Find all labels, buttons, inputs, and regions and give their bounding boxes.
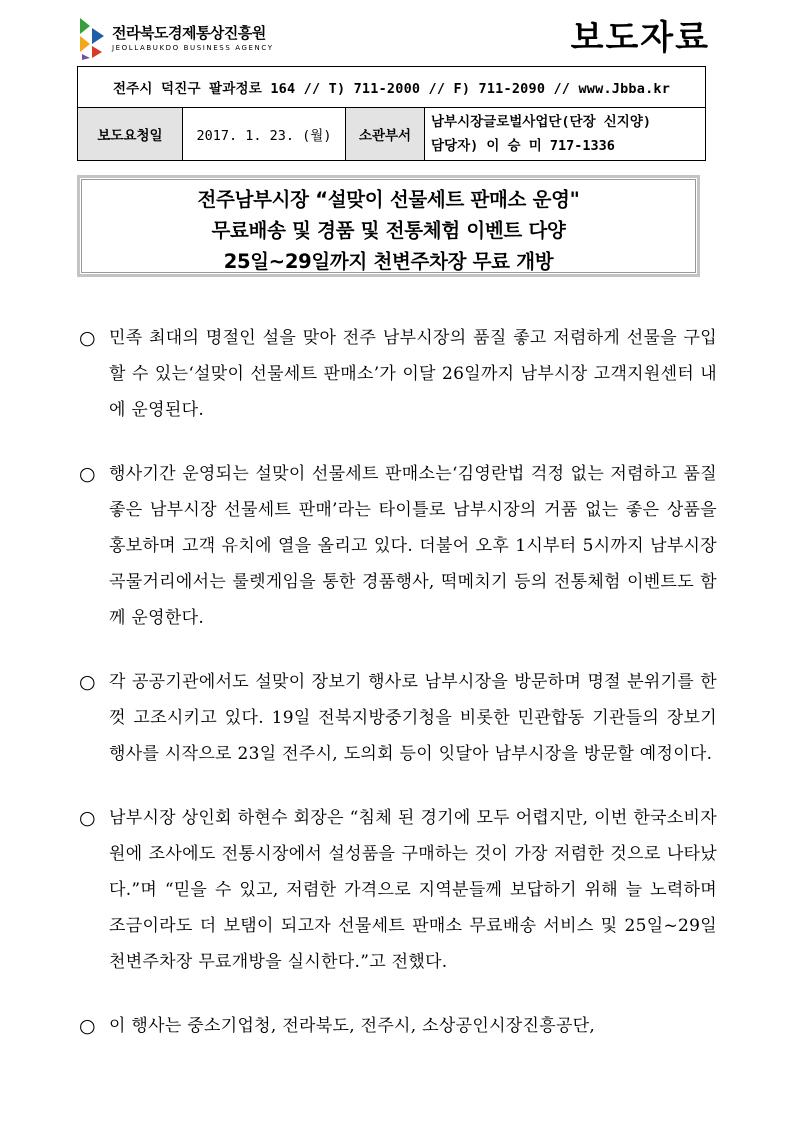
headline-line: 전주남부시장 “설맞이 선물세트 판매소 운영" bbox=[197, 188, 580, 211]
bullet-circle: ○ bbox=[79, 327, 96, 349]
request-date-label: 보도요청일 bbox=[78, 108, 183, 161]
org-logo-icon bbox=[78, 14, 106, 60]
paragraph bbox=[77, 664, 717, 772]
org-name-en: JEOLLABUKDO BUSINESS AGENCY bbox=[112, 44, 274, 52]
document-type-title: 보도자료 bbox=[570, 18, 710, 58]
department-label: 소관부서 bbox=[346, 108, 425, 161]
org-name: 전라북도경제통상진흥원 bbox=[112, 24, 266, 42]
article-body bbox=[77, 320, 717, 1072]
headline-box bbox=[77, 175, 700, 277]
paragraph-text: 남부시장 상인회 하현수 회장은 “침체 된 경기에 모두 어렵지만, 이번 한국소비자원에 조사에도 전통시장에서 설성품을 구매하는 것이 가장 저렴한 것으로 나타났다.”며 “믿을 수 있고, 저렴한 가격으로 지역분들께 보답하기 위해 늘 노력하며 조금이라도 더 보탬이 되고자 선물세트 판매소 무료배송 서비스 및 25일~29일 천변주차장 무료개방을 실시한다.”고 전했다. bbox=[109, 808, 717, 972]
org-logo bbox=[78, 14, 318, 64]
paragraph-text: 이 행사는 중소기업청, 전라북도, 전주시, 소상공인시장진흥공단, bbox=[109, 1016, 596, 1036]
bullet-circle: ○ bbox=[79, 463, 96, 485]
request-date: 2017. 1. 23. (월) bbox=[183, 108, 346, 161]
paragraph bbox=[77, 320, 717, 428]
contact-info: 전주시 덕진구 팔과정로 164 // T) 711-2000 // F) 711-2090 // www.Jbba.kr bbox=[78, 67, 706, 108]
bullet-circle: ○ bbox=[79, 1015, 96, 1037]
paragraph bbox=[77, 456, 717, 636]
bullet-circle: ○ bbox=[79, 807, 96, 829]
paragraph-text: 행사기간 운영되는 설맞이 선물세트 판매소는‘김영란법 걱정 없는 저렴하고 품질 좋은 남부시장 선물세트 판매’라는 타이틀로 남부시장의 거품 없는 좋은 상품을 홍보하며 고객 유치에 열을 올리고 있다. 더불어 오후 1시부터 5시까지 남부시장 곡물거리에서는 룰렛게임을 통한 경품행사, 떡메치기 등의 전통체험 이벤트도 함께 운영한다. bbox=[109, 464, 717, 628]
manager-contact: 담당자) 이 승 미 717-1336 bbox=[431, 138, 615, 154]
department-info bbox=[425, 108, 706, 161]
paragraph-text: 각 공공기관에서도 설맞이 장보기 행사로 남부시장을 방문하며 명절 분위기를 한껏 고조시키고 있다. 19일 전북지방중기청을 비롯한 민관합동 기관들의 장보기 행사를 시작으로 23일 전주시, 도의회 등이 잇달아 남부시장을 방문할 예정이다. bbox=[109, 672, 717, 764]
paragraph bbox=[77, 800, 717, 980]
paragraph-text: 민족 최대의 명절인 설을 맞아 전주 남부시장의 품질 좋고 저렴하게 선물을 구입할 수 있는‘설맞이 선물세트 판매소’가 이달 26일까지 남부시장 고객지원센터 내에 운영된다. bbox=[109, 328, 717, 420]
press-info-table bbox=[77, 66, 706, 161]
headline-line: 무료배송 및 경품 및 전통체험 이벤트 다양 bbox=[211, 219, 566, 242]
paragraph bbox=[77, 1008, 717, 1044]
headline-line: 25일~29일까지 천변주차장 무료 개방 bbox=[223, 250, 554, 273]
bullet-circle: ○ bbox=[79, 671, 96, 693]
department-name: 남부시장글로벌사업단(단장 신지양) bbox=[431, 114, 651, 130]
